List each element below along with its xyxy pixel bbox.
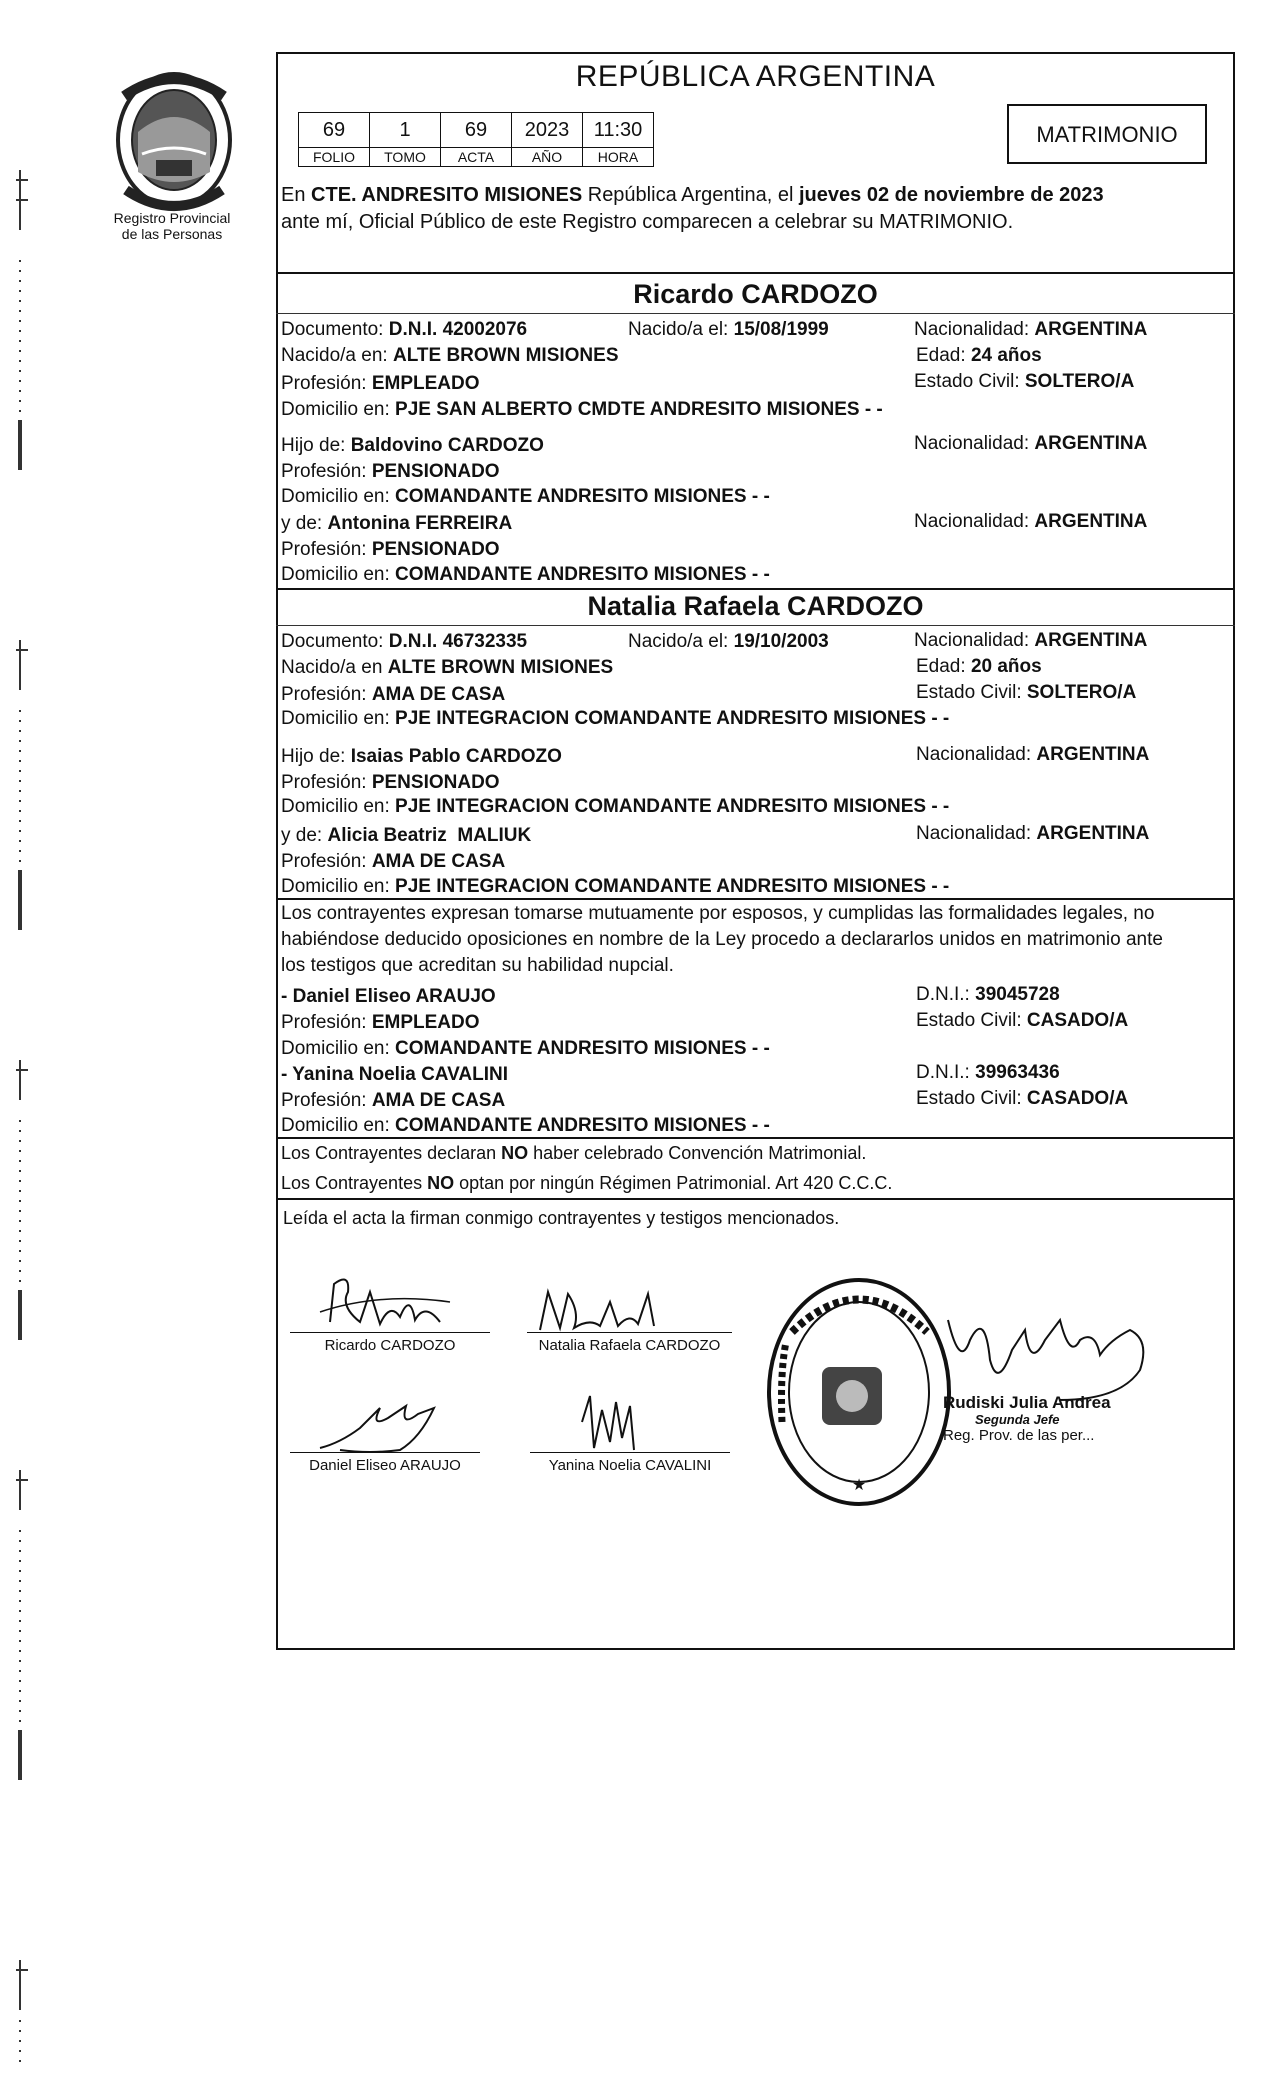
spouse2-father [281,745,562,769]
label: Nacionalidad: [914,630,1035,651]
spouse2-address [281,707,949,731]
label: Estado Civil: [914,371,1025,392]
label: Estado Civil: [916,1010,1027,1031]
spouse1-birthplace [281,344,619,368]
witness1-name: - Daniel Eliseo ARAUJO [281,986,496,1007]
signature-daniel-scribble [310,1398,470,1458]
signature-line [527,1332,732,1333]
anio-label: AÑO [512,148,583,167]
label: Nacido/a el: [628,631,734,652]
signature-label-1: Ricardo CARDOZO [324,1337,456,1354]
spouse1-age [916,344,1042,368]
witness1-profession [281,1011,480,1035]
spouse1-mother-nationality [914,510,1147,534]
spouse2-document [281,630,527,654]
spouse2-mother [281,824,531,848]
value: EMPLEADO [371,1012,480,1033]
value: ARGENTINA [1036,823,1150,844]
witness2-dni [916,1061,1060,1085]
tomo-value: 1 [370,113,441,148]
divider [276,272,1235,274]
value: ARGENTINA [1034,319,1148,340]
intro-date: jueves 02 de noviembre de 2023 [799,184,1104,206]
intro-place: CTE. ANDRESITO MISIONES [311,184,583,206]
value: Alicia Beatriz MALIUK [327,825,532,846]
value: ARGENTINA [1034,511,1148,532]
signature-label-3: Daniel Eliseo ARAUJO [309,1457,461,1474]
label: Estado Civil: [916,1088,1027,1109]
divider [276,313,1235,314]
label: Nacionalidad: [916,823,1037,844]
document-title: REPÚBLICA ARGENTINA [575,60,936,93]
hora-label: HORA [583,148,654,167]
value: 20 años [970,656,1042,677]
value: Baldovino CARDOZO [350,435,544,456]
logo-caption-line1: Registro Provincial [113,210,231,226]
declaration-line-1: Los contrayentes expresan tomarse mutuamente por esposos, y cumplidas las formalidades legales, no [281,903,1155,924]
spouse1-civil-status [914,370,1134,394]
label: Hijo de: [281,435,351,456]
label: Domicilio en: [281,399,396,420]
value: ARGENTINA [1036,744,1150,765]
value: PENSIONADO [371,539,500,560]
spouse1-father-address [281,485,770,509]
value: SOLTERO/A [1026,682,1137,703]
witness1-dni [916,983,1060,1007]
label: Profesión: [281,461,372,482]
spouse1-document [281,318,527,342]
value: AMA DE CASA [371,684,506,705]
witness2-address [281,1114,770,1138]
label: Domicilio en: [281,708,396,729]
signature-line [530,1452,730,1453]
value: COMANDANTE ANDRESITO MISIONES - - [395,486,770,507]
value: SOLTERO/A [1024,371,1135,392]
value: COMANDANTE ANDRESITO MISIONES - - [395,564,770,585]
svg-text:★: ★ [851,1477,867,1494]
value: CASADO/A [1026,1010,1129,1031]
witness1-address [281,1037,770,1061]
label: Domicilio en: [281,796,396,817]
declaration-line-3: los testigos que acreditan su habilidad nupcial. [281,955,674,976]
witness2-profession [281,1089,505,1113]
label: Nacido/a en: [281,345,393,366]
text: haber celebrado Convención Matrimonial. [528,1143,867,1163]
spouse2-mother-profession [281,850,505,874]
spouse2-father-nationality [916,743,1149,767]
witness1-civil-status [916,1009,1128,1033]
value: Isaias Pablo CARDOZO [350,746,562,767]
anio-value: 2023 [512,113,583,148]
label: Domicilio en: [281,1115,396,1136]
text: NO [427,1173,455,1193]
label: Nacionalidad: [914,433,1035,454]
regime-line-2 [281,1171,892,1195]
label: Domicilio en: [281,564,396,585]
declaration-line-2: habiéndose deducido oposiciones en nombre de la Ley procedo a declararlos unidos en matrimonio ante [281,929,1163,950]
intro-line-2: ante mí, Oficial Público de este Registro comparecen a celebrar su MATRIMONIO. [281,211,1014,233]
label: Domicilio en: [281,876,396,897]
spouse2-civil-status [916,681,1136,705]
spouse1-father-nationality [914,432,1147,456]
regime-line-1 [281,1141,866,1165]
label: Domicilio en: [281,486,396,507]
value: EMPLEADO [371,373,480,394]
witness2-name: - Yanina Noelia CAVALINI [281,1064,508,1085]
value: Antonina FERREIRA [327,513,513,534]
value: ARGENTINA [1034,630,1148,651]
label: Domicilio en: [281,1038,396,1059]
label: Edad: [916,345,971,366]
value: 39045728 [975,984,1060,1005]
label: D.N.I.: [916,1062,976,1083]
spouse1-father-profession [281,460,500,484]
value: 19/10/2003 [733,631,829,652]
value: COMANDANTE ANDRESITO MISIONES - - [395,1038,770,1059]
value: AMA DE CASA [371,851,506,872]
value: CASADO/A [1026,1088,1129,1109]
divider [276,1137,1235,1139]
label: D.N.I.: [916,984,976,1005]
value: PJE INTEGRACION COMANDANTE ANDRESITO MISIONES - - [395,796,950,817]
label: Nacido/a el: [628,319,734,340]
spouse1-name: Ricardo CARDOZO [633,279,878,309]
label: Profesión: [281,851,372,872]
intro-line-1 [281,183,1104,207]
divider [276,898,1235,900]
label: Profesión: [281,684,372,705]
signature-yanina-scribble [570,1392,650,1454]
divider [276,588,1235,590]
text: Los Contrayentes declaran [281,1143,502,1163]
label: Nacionalidad: [916,744,1037,765]
registry-seal-stamp [762,1272,957,1512]
signature-ricardo-scribble [300,1262,470,1334]
act-type-box: MATRIMONIO [1007,104,1207,164]
hora-value: 11:30 [583,113,654,148]
label: Profesión: [281,772,372,793]
value: D.N.I. 42002076 [388,319,528,340]
spouse1-mother [281,512,512,536]
spouse2-mother-nationality [916,822,1149,846]
intro-mid: República Argentina, el [582,184,799,206]
spouse1-nationality [914,318,1147,342]
divider [276,625,1235,626]
label: y de: [281,513,328,534]
witness2-civil-status [916,1087,1128,1111]
official-title: Segunda Jefe [975,1412,1060,1427]
value: 39963436 [975,1062,1060,1083]
signature-label-2: Natalia Rafaela CARDOZO [538,1337,721,1354]
signature-label-4: Yanina Noelia CAVALINI [548,1457,712,1474]
signature-line [290,1332,490,1333]
value: PJE INTEGRACION COMANDANTE ANDRESITO MISIONES - - [395,876,950,897]
value: AMA DE CASA [371,1090,506,1111]
label: Profesión: [281,539,372,560]
closing-statement: Leída el acta la firman conmigo contrayentes y testigos mencionados. [283,1208,840,1228]
divider [276,1198,1235,1200]
value: PENSIONADO [371,772,500,793]
spouse2-mother-address [281,875,949,899]
signature-line [290,1452,480,1453]
value: 15/08/1999 [733,319,829,340]
logo-caption-line2: de las Personas [121,226,223,242]
spouse2-profession [281,683,505,707]
spouse1-address [281,398,883,422]
scan-marks [10,170,40,2070]
label: Hijo de: [281,746,351,767]
value: ALTE BROWN MISIONES [387,657,614,678]
text: Los Contrayentes [281,1173,428,1193]
intro-en: En [281,184,312,206]
spouse2-nationality [914,629,1147,653]
value: PJE INTEGRACION COMANDANTE ANDRESITO MISIONES - - [395,708,950,729]
folio-label: FOLIO [299,148,370,167]
text: NO [501,1143,529,1163]
value: PENSIONADO [371,461,500,482]
acta-label: ACTA [441,148,512,167]
label: Estado Civil: [916,682,1027,703]
label: Documento: [281,319,389,340]
label: Edad: [916,656,971,677]
province-coat-of-arms-logo [104,62,244,222]
official-organization: Reg. Prov. de las per... [943,1427,1095,1444]
label: Documento: [281,631,389,652]
spouse2-father-profession [281,771,500,795]
label: Profesión: [281,373,372,394]
spouse2-birthplace [281,656,613,680]
signature-natalia-scribble [530,1282,680,1337]
value: PJE SAN ALBERTO CMDTE ANDRESITO MISIONES - - [395,399,883,420]
value: ARGENTINA [1034,433,1148,454]
spouse1-father [281,434,544,458]
folio-value: 69 [299,113,370,148]
logo-caption [92,210,252,242]
official-name: Rudiski Julia Andrea [943,1393,1111,1412]
spouse2-age [916,655,1042,679]
label: y de: [281,825,328,846]
value: D.N.I. 46732335 [388,631,528,652]
value: COMANDANTE ANDRESITO MISIONES - - [395,1115,770,1136]
tomo-label: TOMO [370,148,441,167]
spouse2-name: Natalia Rafaela CARDOZO [587,591,924,621]
spouse1-profession [281,372,480,396]
spouse1-mother-profession [281,538,500,562]
value: 24 años [970,345,1042,366]
spouse2-father-address [281,795,949,819]
label: Profesión: [281,1090,372,1111]
label: Nacionalidad: [914,319,1035,340]
spouse1-birthdate [628,318,829,342]
registry-data-table [298,112,654,167]
acta-value: 69 [441,113,512,148]
value: ALTE BROWN MISIONES [392,345,619,366]
label: Nacionalidad: [914,511,1035,532]
label: Nacido/a en [281,657,388,678]
text: optan por ningún Régimen Patrimonial. Art 420 C.C.C. [454,1173,893,1193]
spouse1-mother-address [281,563,770,587]
spouse2-birthdate [628,630,829,654]
label: Profesión: [281,1012,372,1033]
